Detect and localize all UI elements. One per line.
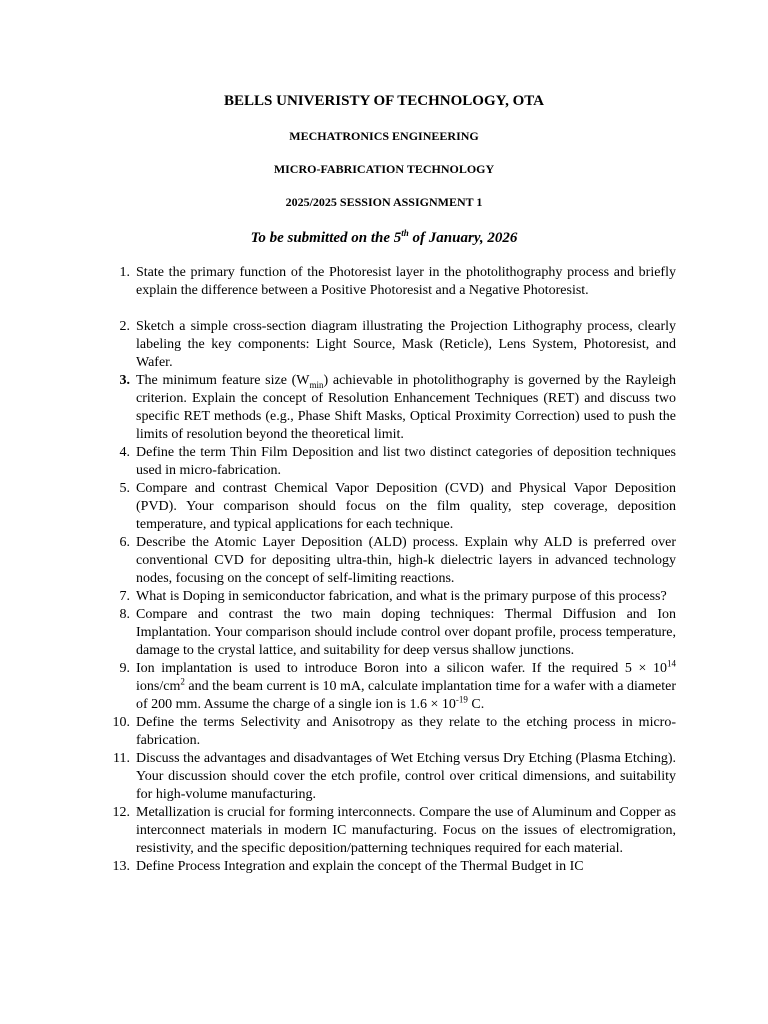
question-number: 4. [119, 445, 130, 460]
question-number: 12. [112, 805, 130, 820]
question-number: 10. [112, 715, 130, 730]
question-text: Compare and contrast the two main doping techniques: Thermal Diffusion and Ion Implantation. Your comparison should include control over dopant profile, process temperature, damage to the crystal lattice, and suitability for deep versus shallow junctions. [136, 607, 676, 658]
question-item [106, 534, 676, 588]
question-item [106, 372, 676, 444]
question-list [106, 264, 676, 876]
question-item [106, 804, 676, 858]
question-item [106, 606, 676, 660]
question-item [106, 660, 676, 714]
question-text: Ion implantation is used to introduce Boron into a silicon wafer. If the required $5 \times 10^{14}$ ions/$cm^2$ and the beam current is 10 mA, calculate implantation time for a wafer with a diameter of 200 mm. Assume the charge of a single ion is $1.6 \times 10^{-19}$ C. [136, 658, 676, 712]
question-number: 8. [119, 607, 130, 622]
department-title: MECHATRONICS ENGINEERING [289, 129, 479, 143]
question-text: The minimum feature size $(W_{min})$ achievable in photolithography is governed by the Rayleigh criterion. Explain the concept of Resolution Enhancement Techniques (RET) and discuss two specific RET methods (e.g., Phase Shift Masks, Optical Proximity Correction) used to push the limits of resolution beyond the theoretical limit. [136, 373, 676, 442]
question-item [106, 588, 676, 606]
question-text: Define Process Integration and explain the concept of the Thermal Budget in IC [136, 859, 584, 874]
question-text: State the primary function of the Photoresist layer in the photolithography process and briefly explain the difference between a Positive Photoresist and a Negative Photoresist. [136, 265, 676, 298]
question-number: 2. [119, 319, 130, 334]
due-date: To be submitted on the 5th of January, 2026 [250, 228, 518, 246]
question-item [106, 480, 676, 534]
session-title: 2025/2025 SESSION ASSIGNMENT 1 [285, 195, 483, 209]
question-number: 3. [119, 373, 130, 388]
question-text: Compare and contrast Chemical Vapor Deposition (CVD) and Physical Vapor Deposition (PVD). Your comparison should focus on the film quality, step coverage, deposition temperature, and typical applications for each technique. [136, 481, 676, 532]
question-number: 5. [119, 481, 130, 496]
question-item [106, 750, 676, 804]
question-number: 7. [119, 589, 130, 604]
question-text: What is Doping in semiconductor fabrication, and what is the primary purpose of this process? [136, 589, 667, 604]
course-title: MICRO-FABRICATION TECHNOLOGY [273, 162, 495, 176]
question-item [106, 858, 676, 876]
question-number: 13. [112, 859, 130, 874]
question-text: Metallization is crucial for forming interconnects. Compare the use of Aluminum and Copper as interconnect materials in modern IC manufacturing. Focus on the issues of electromigration, resistivity, and the specific deposition/patterning techniques required for each material. [136, 805, 676, 856]
question-item [106, 444, 676, 480]
question-item [106, 714, 676, 750]
question-text: Define the term Thin Film Deposition and list two distinct categories of deposition techniques used in micro-fabrication. [136, 445, 676, 478]
question-number: 6. [119, 535, 130, 550]
question-text: Describe the Atomic Layer Deposition (ALD) process. Explain why ALD is preferred over conventional CVD for depositing ultra-thin, high-k dielectric layers in advanced technology nodes, focusing on the concept of self-limiting reactions. [136, 535, 676, 586]
question-text: Sketch a simple cross-section diagram illustrating the Projection Lithography process, clearly labeling the key components: Light Source, Mask (Reticle), Lens System, Photoresist, and Wafer. [136, 319, 676, 370]
question-number: 1. [119, 265, 130, 280]
question-text: Discuss the advantages and disadvantages of Wet Etching versus Dry Etching (Plasma Etching). Your discussion should cover the etch profile, control over critical dimensions, and suitability for high-volume manufacturing. [136, 751, 676, 802]
question-number: 9. [119, 661, 130, 676]
question-number: 11. [113, 751, 130, 766]
question-item [106, 318, 676, 372]
question-item [106, 264, 676, 300]
university-title: BELLS UNIVERISTY OF TECHNOLOGY, OTA [224, 93, 544, 109]
question-text: Define the terms Selectivity and Anisotropy as they relate to the etching process in micro-fabrication. [136, 715, 676, 748]
